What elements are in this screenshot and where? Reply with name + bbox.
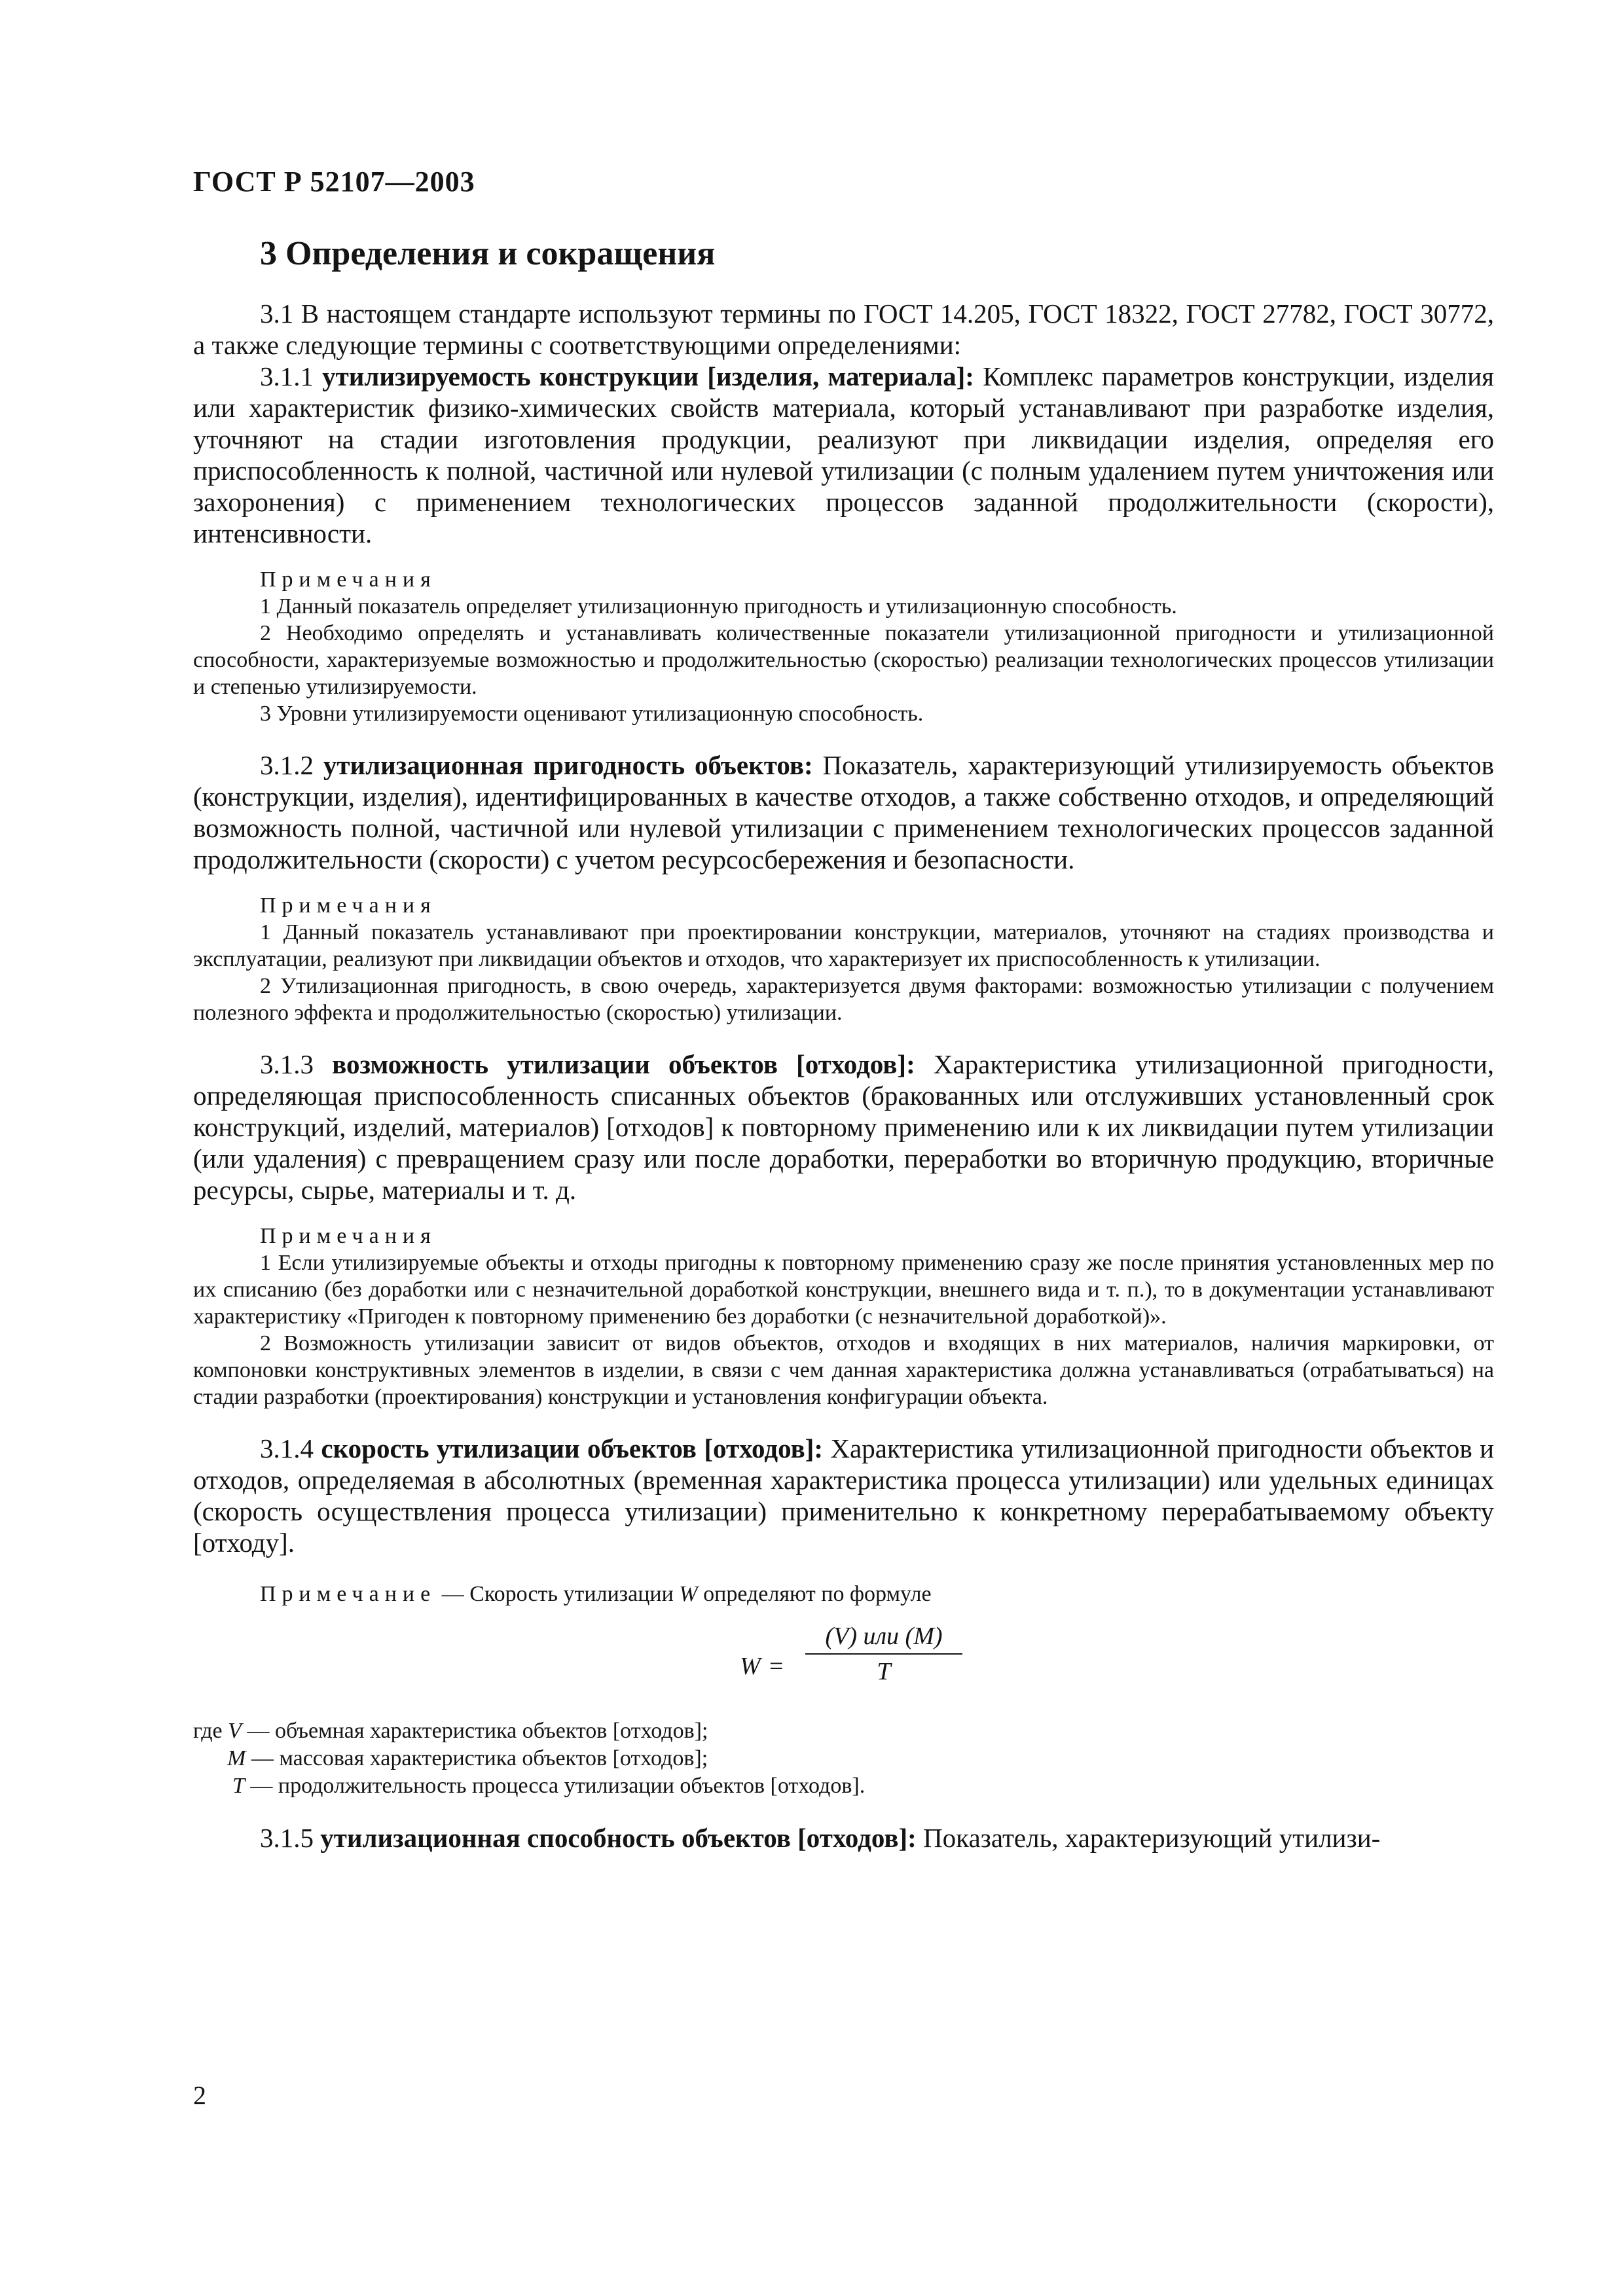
clause-number: 3.1.1 [260, 361, 314, 391]
definition: Комплекс параметров конструкции, изделия или характеристик физико-химических свойств материала, который устанавливают при разработке изделия, уточняют на стадии изготовления продукции, реализуют при ликвидации изделия, определяя его приспособленность к полной, частичной или нулевой утилизации (с полным удалением путем уничтожения или захоронения) с применением технологических процессов заданной продолжительности (скорости), интенсивности. [193, 361, 1495, 548]
note-item: 1 Данный показатель устанавливают при проектировании конструкции, материалов, уточняют на стадиях производства и эксплуатации, реализуют при ликвидации объектов и отходов, что характеризует их приспособленность к утилизации. [193, 920, 1494, 971]
clause-number: 3.1.2 [260, 750, 314, 780]
definition: Характеристика утилизационной пригодности объектов и отходов, определяемая в абсолютных (временная характеристика процесса утилизации) или удельных единицах (скорость осуществления процесса утилизации) применительно к конкретному перерабатываемому объекту [отходу]. [193, 1433, 1495, 1558]
definition: Показатель, характеризующий утилизируемость объектов (конструкции, изделия), идентифицированных в качестве отходов, а также собственно отходов, и определяющий возможность полной, частичной или нулевой утилизации с применением технологических процессов заданной продолжительности (скорости) с учетом ресурсосбережения и безопасности. [193, 750, 1494, 874]
notes-heading: Примечания [260, 1224, 437, 1248]
note-3-1-4 [193, 1581, 1494, 1607]
formula-variable: W [679, 1582, 698, 1606]
formula-lhs: W [740, 1653, 761, 1680]
note-item: 2 Возможность утилизации зависит от видов объектов, отходов и входящих в них материалов, наличия маркировки, от компоновки конструктивных элементов в изделии, в связи с чем данная характеристика должна устанавливаться (отрабатываться) на стадии разработки (проектирования) конструкции и установления конфигурации объекта. [193, 1331, 1494, 1409]
formula-fraction [805, 1622, 962, 1686]
notes-heading: Примечания [260, 567, 437, 592]
term: утилизируемость конструкции [изделия, материала]: [322, 361, 974, 391]
definition: Характеристика утилизационной пригодности, определяющая приспособленность списанных объектов (бракованных или отслуживших установленный срок конструкций, изделий, материалов) [отходов] к повторному применению или к их ликвидации путем утилизации (или удаления) с превращением сразу или после доработки, переработки во вторичную продукцию, вторичные ресурсы, сырье, материалы и т. д. [193, 1049, 1495, 1205]
note-tail: определяют по формуле [697, 1582, 932, 1606]
formula-equals: = [769, 1653, 784, 1680]
note-item: 2 Утилизационная пригодность, в свою очередь, характеризуется двумя факторами: возможностью утилизации с получением полезного эффекта и продолжительностью (скоростью) утилизации. [193, 974, 1494, 1025]
note-label: Примечание [260, 1582, 437, 1606]
standard-designation: ГОСТ Р 52107—2003 [193, 166, 475, 198]
term: утилизационная пригодность объектов: [323, 750, 813, 780]
term: скорость утилизации объектов [отходов]: [321, 1433, 824, 1463]
definition: Показатель, характеризующий утилизи- [923, 1823, 1381, 1853]
note-item: 1 Если утилизируемые объекты и отходы пригодны к повторному применению сразу же после принятия установленных мер по их списанию (без доработки или с незначительной доработкой конструкции, внешнего вида и т. п.), то в документации устанавливают характеристику «Пригоден к повторному применению без доработки (с незначительной доработкой)». [193, 1251, 1494, 1329]
formula-numerator: (V) или (M) [825, 1623, 943, 1650]
legend-line: где V — объемная характеристика объектов [отходов]; [193, 1719, 708, 1743]
clause-3-1-4 [193, 1433, 1494, 1558]
notes-3-1-2 [193, 892, 1494, 1026]
formula-legend [193, 1717, 1494, 1800]
note-item: 1 Данный показатель определяет утилизационную пригодность и утилизационную способность. [260, 594, 1177, 619]
legend-line: T — продолжительность процесса утилизации объектов [отходов]. [232, 1774, 866, 1798]
term: возможность утилизации объектов [отходов]: [332, 1049, 915, 1079]
formula-denominator: T [877, 1658, 891, 1685]
term: утилизационная способность объектов [отходов]: [320, 1823, 917, 1853]
legend-var: T [232, 1774, 245, 1798]
clause-number: 3.1.5 [260, 1823, 314, 1853]
notes-3-1-1 [193, 566, 1494, 727]
formula [193, 1622, 1494, 1700]
legend-var: V [228, 1719, 242, 1743]
clause-3-1-2 [193, 749, 1494, 875]
legend-line: M — массовая характеристика объектов [отходов]; [227, 1746, 708, 1770]
legend-var: M [227, 1746, 246, 1770]
clause-number: 3.1.3 [260, 1049, 314, 1079]
note-item: 2 Необходимо определять и устанавливать количественные показатели утилизационной пригодности и утилизационной способности, характеризуемые возможностью и продолжительностью (скоростью) реализации технологических процессов утилизации и степенью утилизируемости. [193, 621, 1494, 699]
clause-number: 3.1.4 [260, 1433, 314, 1463]
note-item: 3 Уровни утилизируемости оценивают утилизационную способность. [260, 702, 924, 726]
notes-3-1-3 [193, 1223, 1494, 1410]
note-text: — Скорость утилизации [436, 1582, 680, 1606]
clause-3-1-1 [193, 361, 1494, 549]
page-number: 2 [193, 2081, 206, 2110]
clause-3-1-3 [193, 1049, 1494, 1206]
clause-3-1-5 [193, 1822, 1494, 1854]
notes-heading: Примечания [260, 893, 437, 918]
section-title: 3 Определения и сокращения [260, 235, 716, 272]
clause-3-1: 3.1 В настоящем стандарте используют термины по ГОСТ 14.205, ГОСТ 18322, ГОСТ 27782, ГОСТ 30772, а также следующие термины с соответствующими определениями: [193, 298, 1494, 360]
document-body [193, 298, 1494, 1854]
